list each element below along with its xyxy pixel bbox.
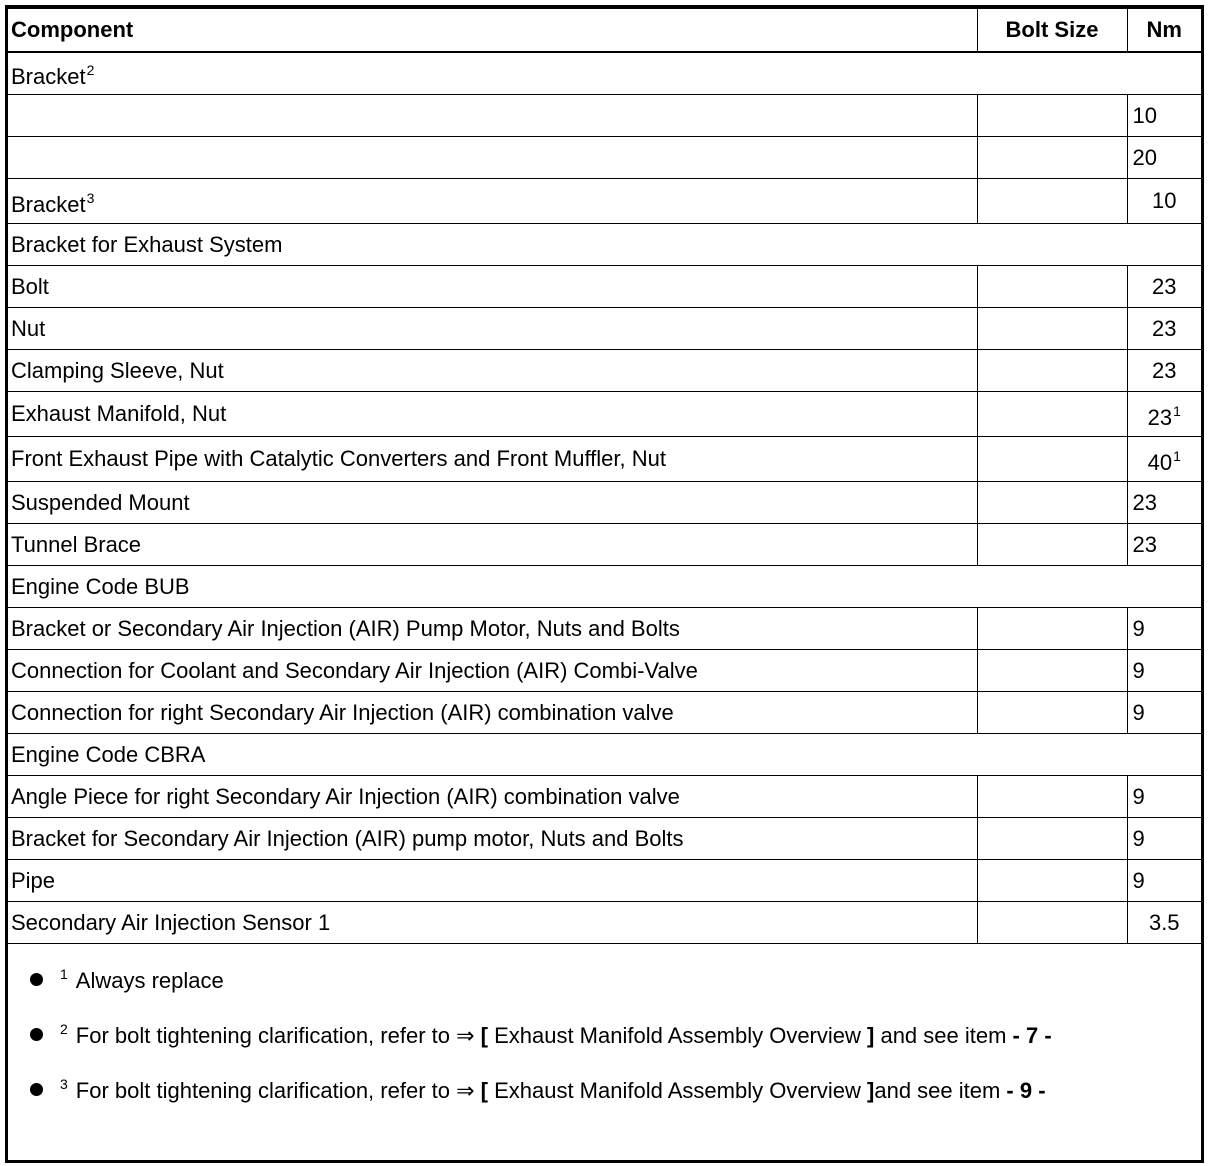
footnote-2: [30, 1021, 1052, 1049]
bolt-size-cell: [977, 860, 1127, 902]
nm-cell: 23: [1127, 524, 1201, 566]
table-row: [8, 224, 1201, 266]
component-cell: Tunnel Brace: [8, 524, 977, 566]
footnote-3: [30, 1076, 1046, 1104]
table-row: [8, 734, 1201, 776]
table-row: [8, 266, 1201, 308]
footnote-number: 3: [60, 1076, 68, 1092]
group-cell: Engine Code CBRA: [8, 734, 1201, 776]
footnote-text: For bolt tightening clarification, refer to ⇒: [75, 1023, 481, 1048]
bolt-size-cell: [977, 266, 1127, 308]
group-cell: Engine Code BUB: [8, 566, 1201, 608]
bolt-size-cell: [977, 650, 1127, 692]
component-cell: [8, 95, 977, 137]
header-component: Component: [8, 9, 977, 53]
component-cell: Bracket or Secondary Air Injection (AIR) Pump Motor, Nuts and Bolts: [8, 608, 977, 650]
table-row: [8, 437, 1201, 482]
item-number: 7: [1025, 1023, 1039, 1048]
component-cell: Bracket for Secondary Air Injection (AIR) pump motor, Nuts and Bolts: [8, 818, 977, 860]
footnote-1: [30, 966, 224, 994]
footnote-ref: 1: [1173, 447, 1181, 464]
item-number: 9: [1019, 1078, 1033, 1103]
bolt-size-cell: [977, 482, 1127, 524]
footnote-number: 1: [60, 966, 68, 982]
nm-cell: [1127, 437, 1201, 482]
footnote-tail: and see item: [874, 1023, 1013, 1048]
bolt-size-cell: [977, 95, 1127, 137]
footnote-number: 2: [60, 1021, 68, 1037]
bolt-size-cell: [977, 137, 1127, 179]
footnote-ref: 3: [86, 189, 95, 206]
table-row: [8, 179, 1201, 224]
footnote-text: For bolt tightening clarification, refer to ⇒: [75, 1078, 481, 1103]
nm-cell: 9: [1127, 608, 1201, 650]
nm-cell: 3.5: [1127, 902, 1201, 944]
bolt-size-cell: [977, 818, 1127, 860]
header-row: [8, 9, 1201, 53]
table-row: [8, 566, 1201, 608]
table-row: [8, 902, 1201, 944]
table-row: [8, 350, 1201, 392]
component-cell: Exhaust Manifold, Nut: [8, 392, 977, 437]
nm-value: 23: [1147, 404, 1173, 430]
table-row: [8, 52, 1201, 95]
footnote-text: Always replace: [75, 968, 224, 993]
footnote-tail: and see item: [874, 1078, 1007, 1103]
table-row: [8, 776, 1201, 818]
bullet-icon: [30, 1028, 43, 1041]
exhaust-manifold-link[interactable]: Exhaust Manifold Assembly Overview: [487, 1078, 868, 1103]
torque-spec-table: [8, 8, 1201, 944]
table-row: [8, 482, 1201, 524]
component-cell: Suspended Mount: [8, 482, 977, 524]
bracket-close: ]: [867, 1078, 875, 1103]
component-cell: [8, 137, 977, 179]
nm-cell: [1127, 392, 1201, 437]
component-cell: Clamping Sleeve, Nut: [8, 350, 977, 392]
header-bolt-size: Bolt Size: [977, 9, 1127, 53]
component-label: Bracket: [11, 191, 86, 217]
bolt-size-cell: [977, 902, 1127, 944]
bolt-size-cell: [977, 437, 1127, 482]
nm-cell: 23: [1127, 266, 1201, 308]
table-row: [8, 692, 1201, 734]
nm-cell: 9: [1127, 860, 1201, 902]
exhaust-manifold-link[interactable]: Exhaust Manifold Assembly Overview: [487, 1023, 868, 1048]
nm-value: 40: [1147, 449, 1173, 475]
bolt-size-cell: [977, 308, 1127, 350]
nm-cell: 10: [1127, 95, 1201, 137]
component-cell: Secondary Air Injection Sensor 1: [8, 902, 977, 944]
component-cell: Front Exhaust Pipe with Catalytic Converters and Front Muffler, Nut: [8, 437, 977, 482]
group-cell: [8, 52, 1201, 95]
item-dash: -: [1012, 1023, 1020, 1048]
group-cell: Bracket for Exhaust System: [8, 224, 1201, 266]
bolt-size-cell: [977, 608, 1127, 650]
nm-cell: 9: [1127, 650, 1201, 692]
component-cell: Connection for right Secondary Air Injection (AIR) combination valve: [8, 692, 977, 734]
component-cell: [8, 179, 977, 224]
nm-cell: 20: [1127, 137, 1201, 179]
bolt-size-cell: [977, 350, 1127, 392]
table-row: [8, 308, 1201, 350]
table-row: [8, 818, 1201, 860]
component-cell: Angle Piece for right Secondary Air Injection (AIR) combination valve: [8, 776, 977, 818]
nm-cell: 23: [1127, 482, 1201, 524]
bolt-size-cell: [977, 179, 1127, 224]
table-row: [8, 137, 1201, 179]
item-dash: -: [1038, 1078, 1046, 1103]
table-row: [8, 95, 1201, 137]
footnote-ref: 1: [1173, 402, 1181, 419]
nm-cell: 23: [1127, 350, 1201, 392]
component-cell: Bolt: [8, 266, 977, 308]
bolt-size-cell: [977, 692, 1127, 734]
bullet-icon: [30, 973, 43, 986]
bullet-icon: [30, 1083, 43, 1096]
torque-spec-frame: [5, 5, 1204, 1163]
table-row: [8, 860, 1201, 902]
table-row: [8, 392, 1201, 437]
nm-cell: 23: [1127, 308, 1201, 350]
item-dash: -: [1006, 1078, 1014, 1103]
bolt-size-cell: [977, 524, 1127, 566]
footnote-ref: 2: [86, 62, 95, 78]
table-row: [8, 608, 1201, 650]
component-cell: Pipe: [8, 860, 977, 902]
bolt-size-cell: [977, 776, 1127, 818]
component-cell: Connection for Coolant and Secondary Air Injection (AIR) Combi-Valve: [8, 650, 977, 692]
nm-cell: 9: [1127, 776, 1201, 818]
nm-cell: 9: [1127, 818, 1201, 860]
nm-cell: 10: [1127, 179, 1201, 224]
bracket-close: ]: [867, 1023, 875, 1048]
bracket-open: [: [480, 1023, 488, 1048]
item-dash: -: [1044, 1023, 1052, 1048]
bracket-open: [: [480, 1078, 488, 1103]
nm-cell: 9: [1127, 692, 1201, 734]
table-row: [8, 650, 1201, 692]
table-row: [8, 524, 1201, 566]
component-cell: Nut: [8, 308, 977, 350]
component-label: Bracket: [11, 64, 86, 89]
header-nm: Nm: [1127, 9, 1201, 53]
bolt-size-cell: [977, 392, 1127, 437]
